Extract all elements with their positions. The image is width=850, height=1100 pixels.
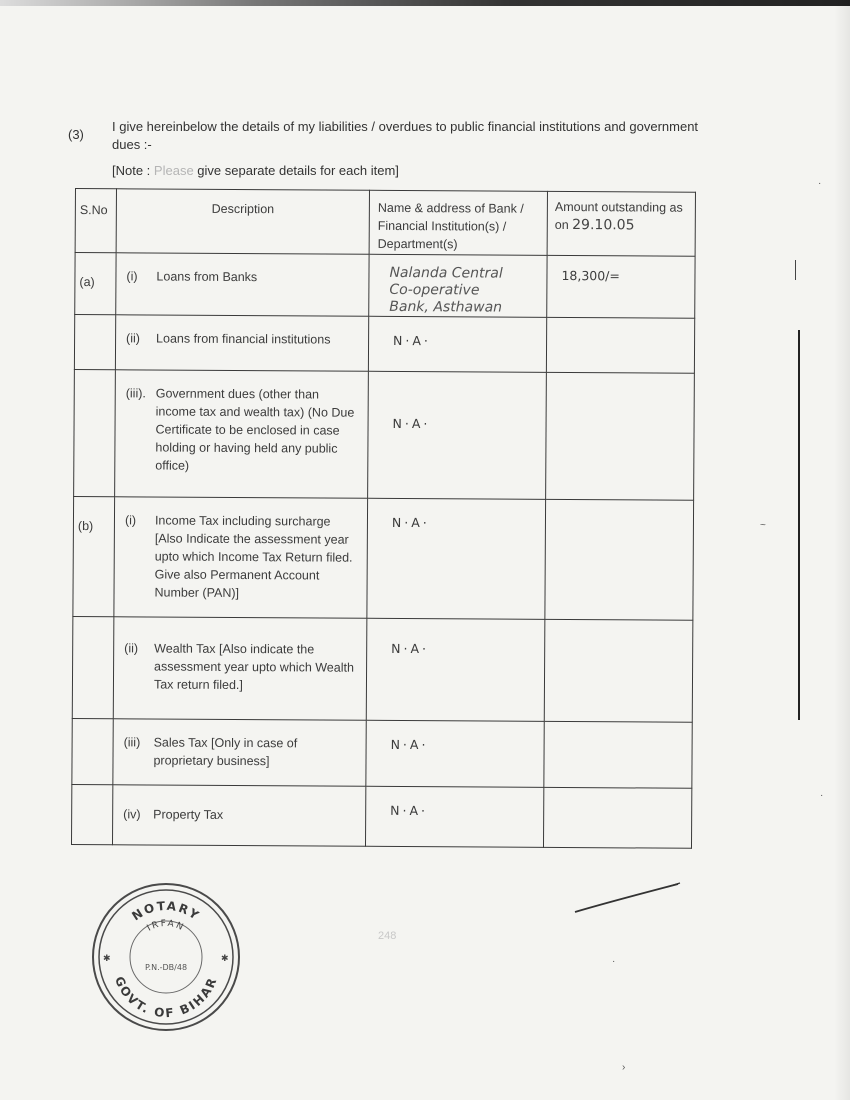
row-description — [114, 497, 368, 619]
row-amount — [546, 372, 695, 500]
row-amount — [543, 787, 691, 848]
scan-top-shadow — [0, 0, 850, 6]
row-bank: N·A· — [367, 498, 546, 619]
row-bank: N·A· — [368, 316, 546, 372]
note-faint-word: Please — [153, 163, 194, 178]
table-row — [71, 784, 691, 848]
table-header-row — [75, 189, 695, 257]
notary-stamp — [89, 880, 243, 1034]
scan-artifact-line — [798, 330, 800, 720]
row-section — [74, 315, 115, 370]
row-roman: (ii) — [126, 331, 141, 346]
row-description-text: Government dues (other than income tax and wealth tax) (No Due Certificate to be enclosed in case holding or having held any public office) — [155, 386, 355, 473]
row-description — [115, 370, 369, 499]
row-description-text: Property Tax — [153, 807, 224, 822]
scan-speck: · — [612, 956, 616, 967]
stamp-top-text: NOTARY — [129, 898, 203, 924]
table-row — [74, 369, 695, 500]
row-section: (a) — [75, 253, 116, 315]
row-description — [116, 253, 369, 317]
item-number: (3) — [68, 127, 84, 142]
bank-line-1: Nalanda Central — [389, 264, 503, 282]
row-description-text: Sales Tax [Only in case of proprietary business] — [153, 735, 298, 769]
header-sno: S.No — [75, 189, 116, 253]
row-section — [72, 616, 114, 718]
row-amount — [546, 317, 694, 373]
scan-right-edge — [834, 0, 850, 1100]
header-bank: Name & address of Bank / Financial Institution(s) / Department(s) — [369, 190, 547, 255]
row-section — [74, 369, 116, 496]
row-roman: (i) — [124, 513, 137, 528]
bank-line-2: Co-operative — [389, 281, 480, 299]
note-rest: give separate details for each item] — [197, 163, 399, 178]
row-description — [112, 785, 365, 847]
row-amount — [544, 619, 693, 722]
table-row — [73, 496, 694, 620]
row-description-text: Loans from Banks — [156, 269, 258, 285]
row-roman: (iv) — [123, 807, 141, 822]
row-amount — [545, 499, 694, 620]
row-description-text: Loans from financial institutions — [156, 331, 331, 347]
stamp-star-icon: ✱ — [221, 954, 229, 964]
intro-text: I give hereinbelow the details of my liabilities / overdues to public financial institutions and government dues :- — [112, 119, 699, 152]
row-section — [72, 718, 113, 784]
scan-speck: · — [818, 178, 822, 189]
row-description — [115, 315, 368, 372]
row-description — [113, 617, 367, 721]
note-line — [112, 163, 399, 178]
signature-stroke — [572, 878, 682, 918]
stamp-name-text: IRFAN — [145, 918, 187, 934]
row-amount — [544, 721, 692, 788]
row-roman: (ii) — [124, 641, 139, 656]
header-amount — [547, 191, 695, 256]
row-bank: N·A· — [366, 618, 545, 721]
row-section — [71, 784, 112, 844]
header-amount-date: 29.10.05 — [572, 217, 635, 234]
header-amount-label: Amount outstanding as on — [554, 199, 683, 233]
row-description — [113, 719, 366, 787]
scan-speck: › — [622, 1062, 626, 1073]
row-bank: N·A· — [366, 720, 544, 787]
table-row — [72, 718, 692, 788]
scan-artifact-line — [795, 260, 796, 280]
stamp-middle-text: P.N.-DB/48 — [144, 963, 188, 972]
table-row — [74, 315, 694, 374]
stamp-bottom-text: GOVT. OF BIHAR — [111, 974, 221, 1021]
row-section: (b) — [73, 496, 115, 616]
row-roman: (i) — [126, 269, 138, 284]
scan-speck: · — [820, 790, 824, 801]
scan-speck: ~ — [760, 520, 766, 531]
page-number: 248 — [378, 930, 397, 942]
liabilities-table — [71, 188, 696, 849]
row-amount: 18,300/= — [547, 255, 695, 318]
table-row — [75, 253, 695, 319]
row-roman: (iii) — [123, 735, 141, 750]
row-roman: (iii). — [125, 386, 146, 401]
header-description: Description — [116, 189, 369, 255]
table-row — [72, 616, 693, 722]
row-bank: N·A· — [368, 371, 547, 499]
stamp-star-icon: ✱ — [103, 954, 111, 964]
row-description-text: Income Tax including surcharge [Also Indicate the assessment year upto which Income Tax Return filed. Give also Permanent Account Number (PAN)] — [154, 513, 353, 601]
row-bank-handwritten — [369, 254, 547, 317]
svg-text:GOVT. OF BIHAR — [112, 974, 220, 1020]
svg-text:IRFAN — [145, 919, 186, 934]
row-description-text: Wealth Tax [Also indicate the assessment year upto which Wealth Tax return filed.] — [153, 641, 354, 693]
bank-line-3: Bank, Asthawan — [389, 298, 503, 316]
note-prefix: [Note : — [112, 163, 151, 178]
row-bank: N·A· — [365, 786, 543, 847]
